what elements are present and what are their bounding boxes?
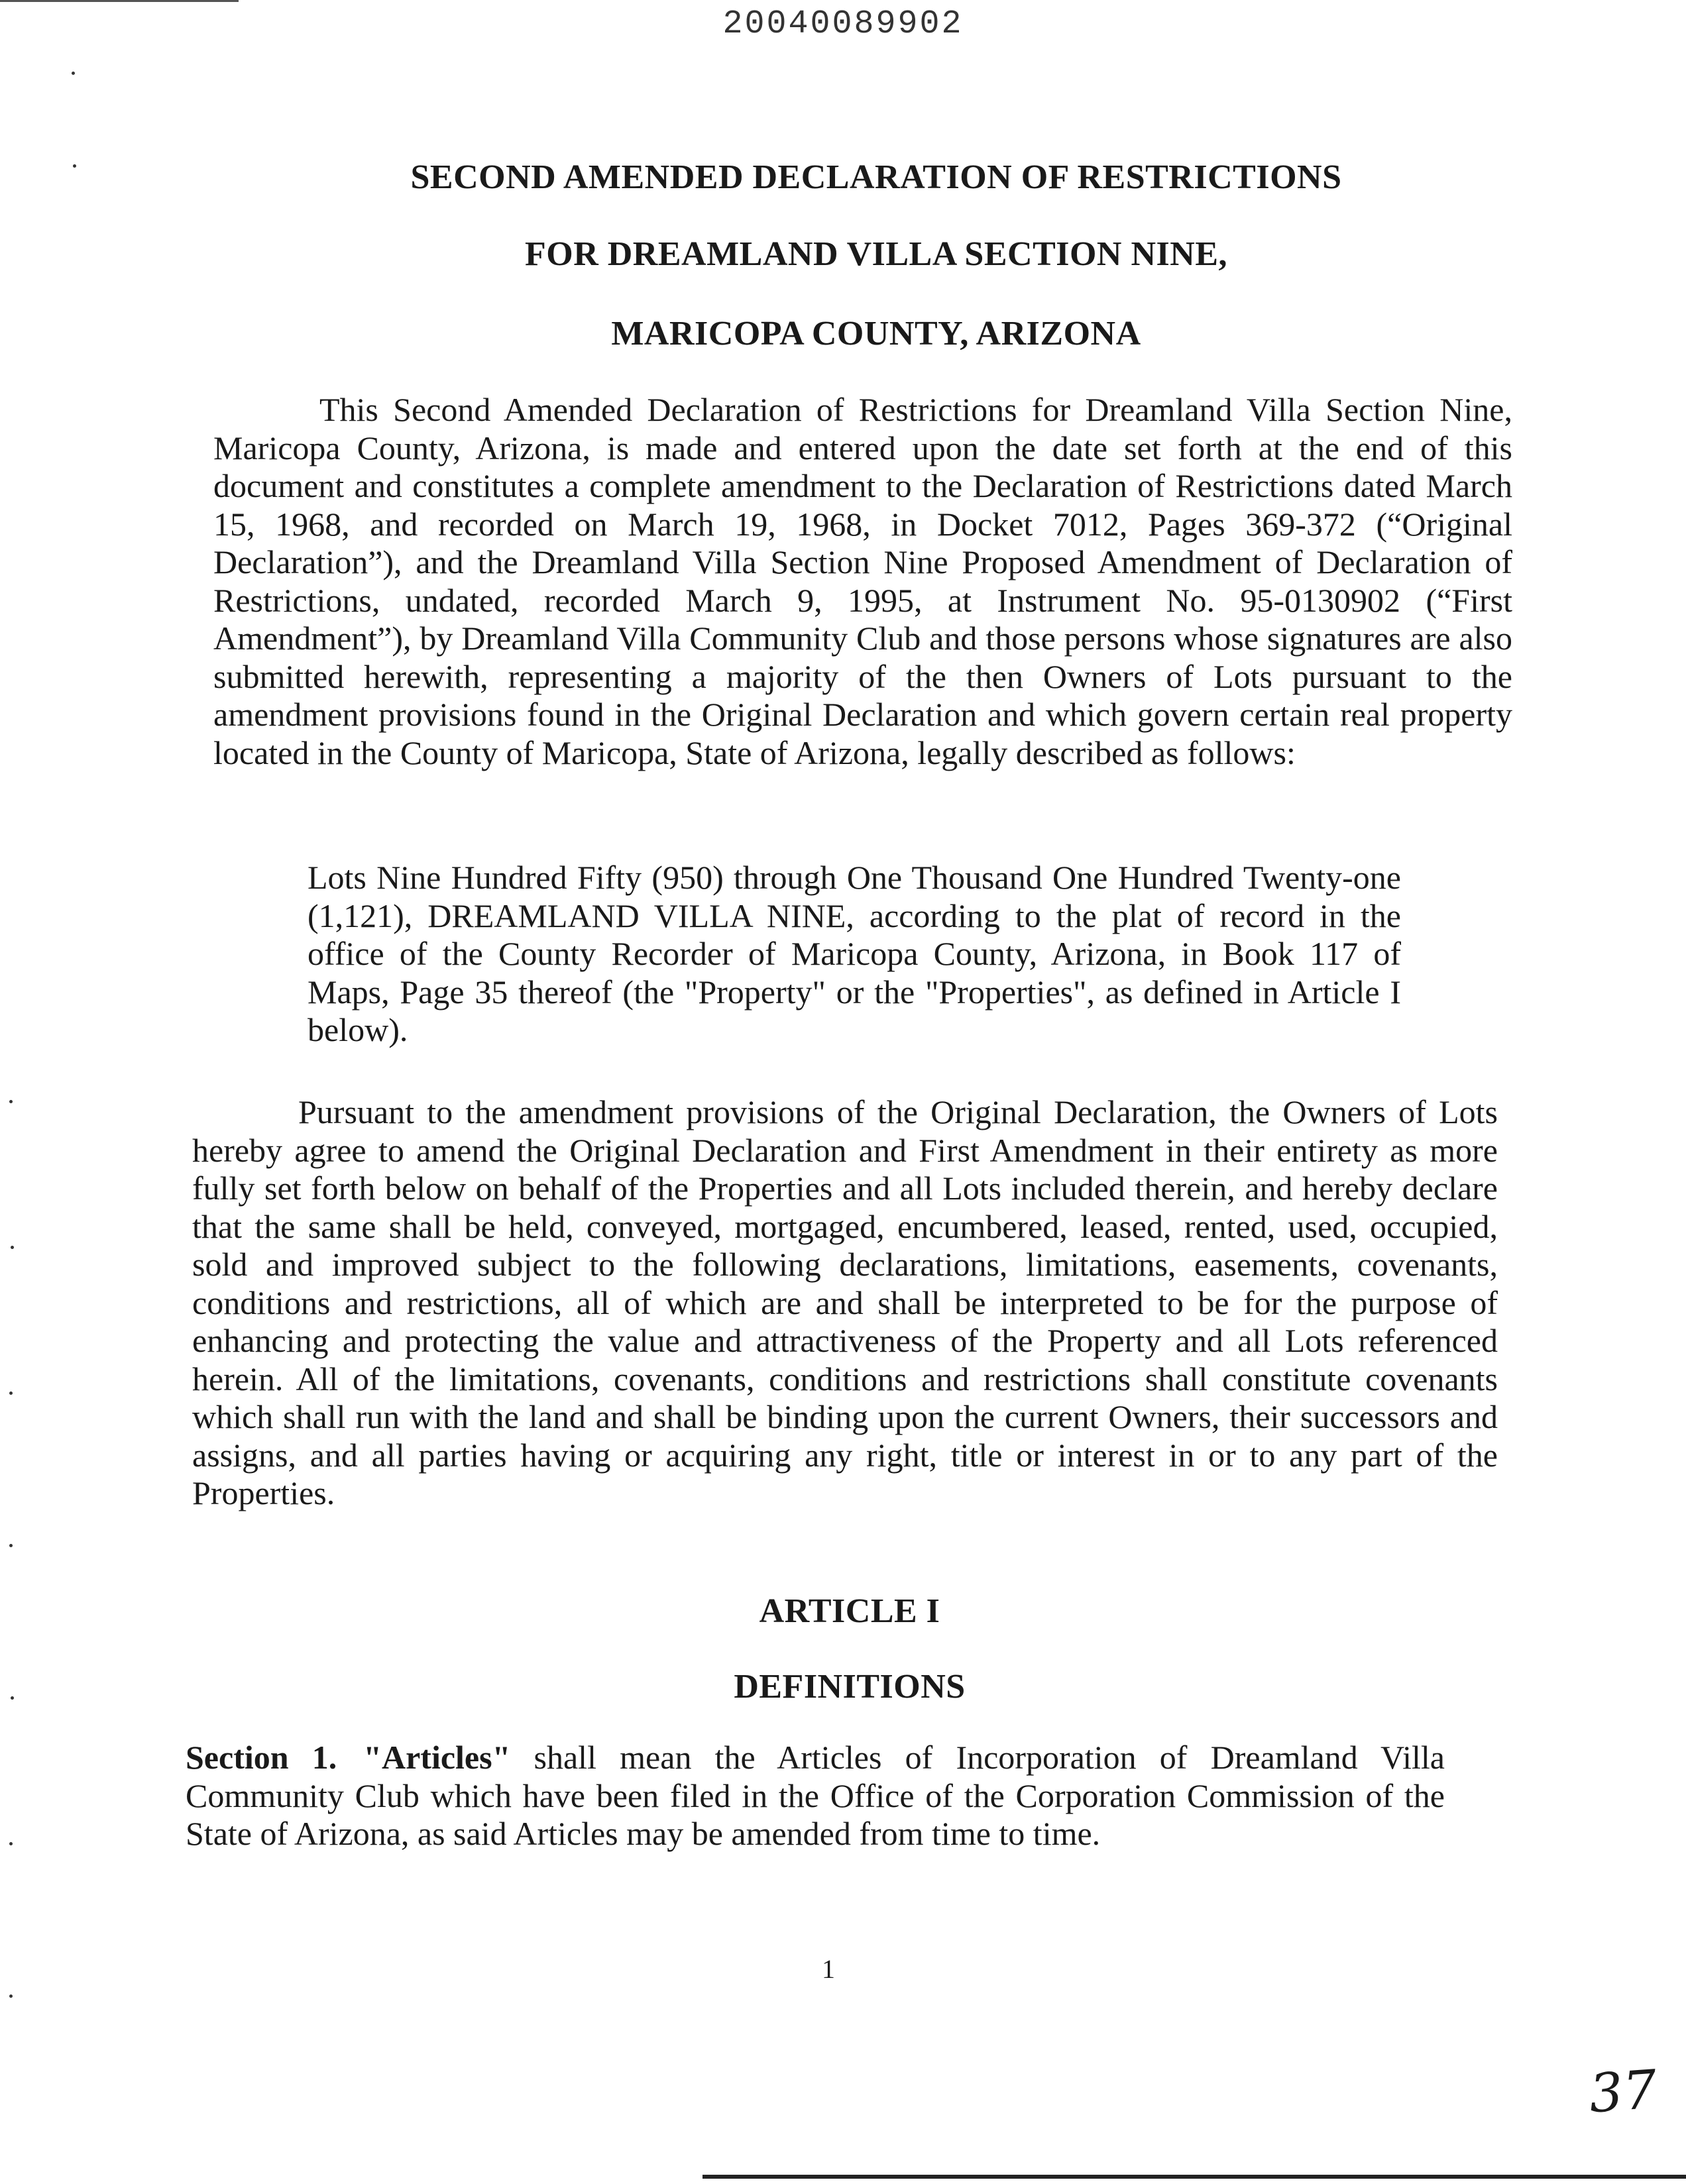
legal-description: Lots Nine Hundred Fifty (950) through One Thousand One Hundred Twenty-one (1,121), DREAMLAND VILLA NINE, according to the plat of record in the office of the County Recorder of Maricopa County, Arizona, in Book 117 of Maps, Page 35 thereof (the "Property" or the "Properties", as defined in Article I below). <box>308 859 1401 1048</box>
document-title-line-1: SECOND AMENDED DECLARATION OF RESTRICTIONS <box>410 158 1342 196</box>
margin-speck <box>9 1994 13 1998</box>
margin-speck <box>72 72 75 75</box>
article-heading: ARTICLE I <box>759 1592 940 1630</box>
scan-artifact-line <box>0 0 239 2</box>
margin-speck <box>9 1544 13 1547</box>
margin-speck <box>11 1246 14 1249</box>
margin-speck <box>9 1842 13 1845</box>
amendment-paragraph-text: Pursuant to the amendment provisions of the Original Declaration, the Owners of Lots hereby agree to amend the Original Declaration and First Amendment in their entirety as more fully set forth below on behalf of the Properties and all Lots included therein, and hereby declare that the same shall be held, conveyed, mortgaged, encumbered, leased, rented, used, occupied, sold and improved subject to the following declarations, limitations, easements, covenants, conditions and restrictions, all of which are and shall be interpreted to be for the purpose of enhancing and protecting the value and attractiveness of the Property and all Lots referenced herein. All of the limitations, covenants, conditions and restrictions shall constitute covenants which shall run with the land and shall be binding upon the current Owners, their successors and assigns, and all parties having or acquiring any right, title or interest in or to any part of the Properties. <box>192 1093 1498 1511</box>
section-text: shall mean the Articles of Incorporation of Dreamland Villa Community Club which have been filed in the Office of the Corporation Commission of the State of Arizona, as said Articles may be amended from time to time. <box>186 1739 1445 1852</box>
amendment-paragraph <box>192 1093 1498 1513</box>
section-1 <box>186 1739 1445 1853</box>
recording-number: 20040089902 <box>722 5 964 43</box>
margin-speck <box>9 1392 13 1395</box>
page-number: 1 <box>822 1954 835 1984</box>
defined-term: "Articles" <box>363 1739 511 1776</box>
intro-paragraph <box>213 391 1512 772</box>
margin-speck <box>9 1100 13 1103</box>
scan-bottom-edge <box>702 2175 1686 2179</box>
handwritten-annotation: 37 <box>1587 2058 1659 2125</box>
intro-paragraph-text: This Second Amended Declaration of Restrictions for Dreamland Villa Section Nine, Maricopa County, Arizona, is made and entered upon the date set forth at the end of this document and constitutes a complete amendment to the Declaration of Restrictions dated March 15, 1968, and recorded on March 19, 1968, in Docket 7012, Pages 369-372 (“Original Declaration”), and the Dreamland Villa Section Nine Proposed Amendment of Declaration of Restrictions, undated, recorded March 9, 1995, at Instrument No. 95-0130902 (“First Amendment”), by Dreamland Villa Community Club and those persons whose signatures are also submitted herewith, representing a majority of the then Owners of Lots pursuant to the amendment provisions found in the Original Declaration and which govern certain real property located in the County of Maricopa, State of Arizona, legally described as follows: <box>213 391 1512 771</box>
document-title-line-3: MARICOPA COUNTY, ARIZONA <box>611 315 1141 353</box>
document-title-line-2: FOR DREAMLAND VILLA SECTION NINE, <box>524 235 1228 273</box>
article-subheading: DEFINITIONS <box>734 1668 966 1706</box>
section-label: Section 1. <box>186 1739 337 1776</box>
